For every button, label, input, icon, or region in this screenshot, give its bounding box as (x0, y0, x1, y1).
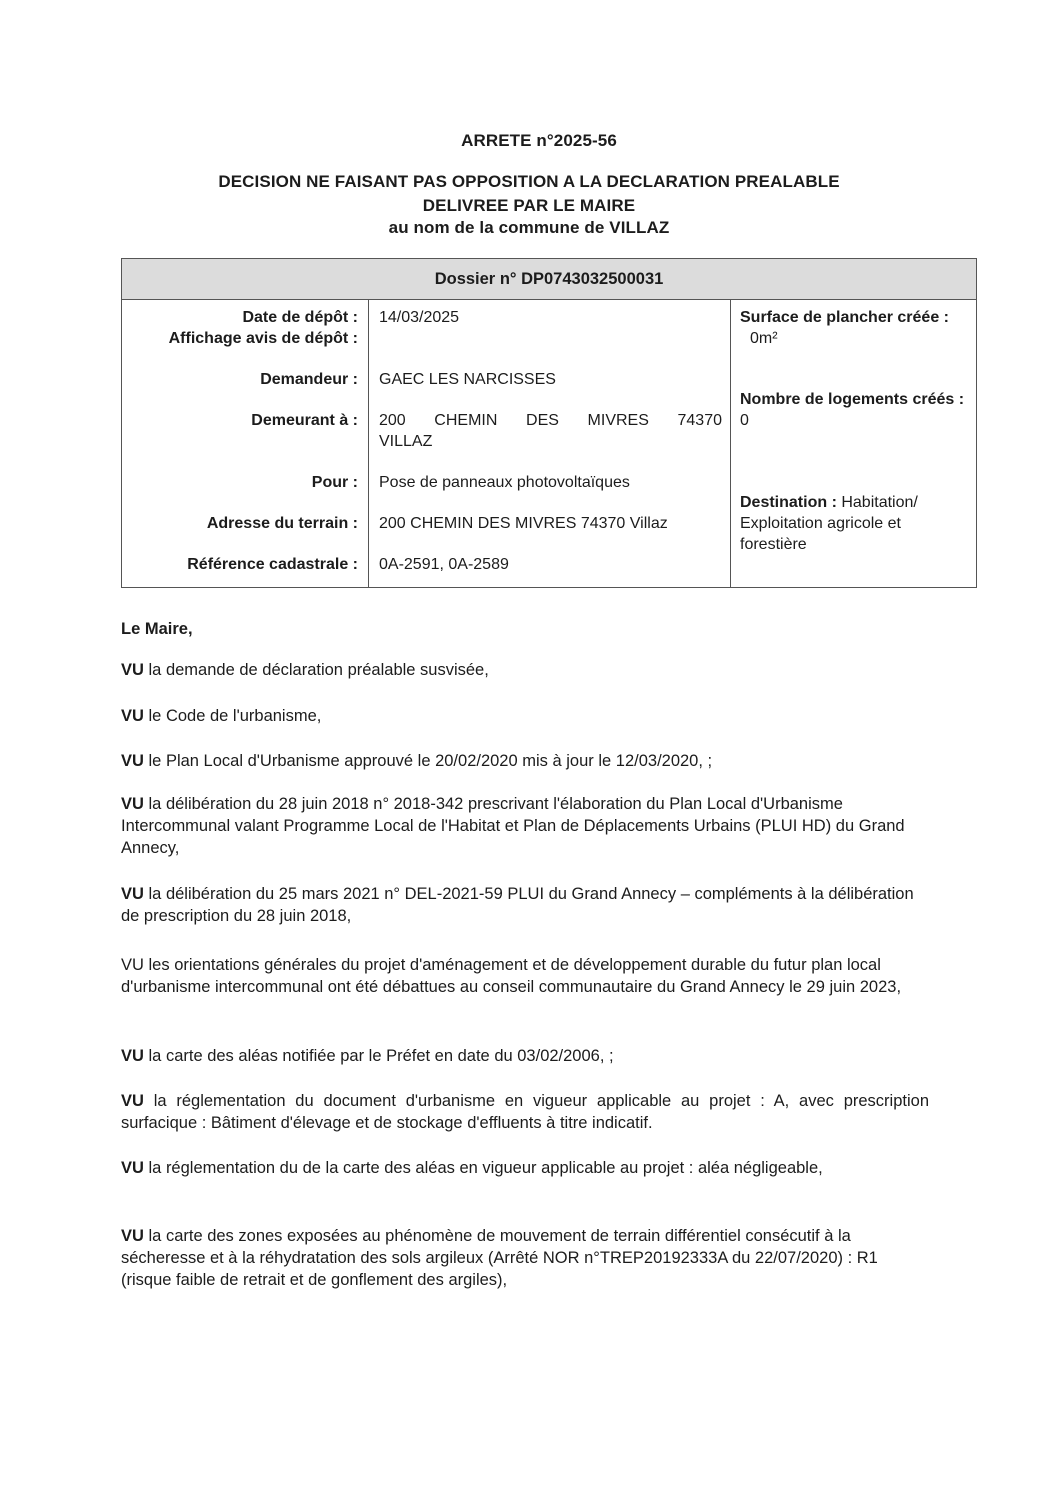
label-pour: Pour : (311, 474, 358, 491)
value-adresse-terrain: 200 CHEMIN DES MIVRES 74370 Villaz (379, 515, 668, 532)
vu-text: la carte des zones exposées au phénomène de mouvement de terrain différentiel consécutif à la sécheresse et à la réhydratation des sols argileux (Arrêté NOR n°TREP20192333A du 22/07/2020) : R1 (risque faible de retrait et de gonflement des argiles), (121, 1227, 878, 1289)
vu-paragraph-8 (121, 1090, 929, 1134)
label-demandeur: Demandeur : (260, 371, 358, 388)
vu-paragraph-1 (121, 659, 929, 681)
label-destination: Destination : (740, 494, 837, 511)
decision-title-line3: au nom de la commune de VILLAZ (388, 218, 670, 237)
value-destination-line2: Exploitation agricole et (740, 515, 901, 532)
le-maire: Le Maire, (121, 620, 193, 638)
value-demandeur: GAEC LES NARCISSES (379, 371, 556, 388)
decision-title-line1: DECISION NE FAISANT PAS OPPOSITION A LA DECLARATION PREALABLE (218, 172, 840, 191)
vu-text: la carte des aléas notifiée par le Préfet en date du 03/02/2006, ; (148, 1047, 614, 1065)
vu-paragraph-4 (121, 793, 929, 859)
vu-text: la réglementation du document d'urbanisme en vigueur applicable au projet : A, avec prescription surfacique : Bâtiment d'élevage et de stockage d'effluents à titre indicatif. (121, 1092, 929, 1132)
value-demeurant-line2: VILLAZ (379, 433, 433, 450)
vu-label: VU (121, 1159, 144, 1177)
label-nombre-logements: Nombre de logements créés : (740, 391, 965, 408)
vu-text: le Plan Local d'Urbanisme approuvé le 20/02/2020 mis à jour le 12/03/2020, ; (148, 752, 713, 770)
vu-paragraph-5 (121, 883, 929, 927)
value-destination-line3: forestière (740, 536, 807, 553)
vu-text: la délibération du 28 juin 2018 n° 2018-342 prescrivant l'élaboration du Plan Local d'Urbanisme Intercommunal valant Programme Local de l'Habitat et Plan de Déplacements Urbains (PLUI HD) du Grand Annecy, (121, 795, 905, 857)
vu-label: VU (121, 752, 144, 770)
vu-label: VU (121, 707, 144, 725)
vu-label: VU (121, 661, 144, 679)
vu-text: le Code de l'urbanisme, (148, 707, 322, 725)
document-body (121, 0, 929, 1496)
vu-label: VU (121, 1092, 144, 1110)
value-pour: Pose de panneaux photovoltaïques (379, 474, 630, 491)
vu-paragraph-10 (121, 1225, 929, 1291)
label-adresse-terrain: Adresse du terrain : (206, 515, 358, 532)
vu-label: VU (121, 795, 144, 813)
value-ref-cadastrale: 0A-2591, 0A-2589 (379, 556, 509, 573)
vu-text: la délibération du 25 mars 2021 n° DEL-2021-59 PLUI du Grand Annecy – compléments à la délibération de prescription du 28 juin 2018, (121, 885, 914, 925)
label-demeurant: Demeurant à : (251, 412, 358, 429)
arrete-number: ARRETE n°2025-56 (461, 131, 617, 150)
label-affichage: Affichage avis de dépôt : (168, 330, 358, 347)
vu-text: la réglementation du de la carte des aléas en vigueur applicable au projet : aléa négligeable, (148, 1159, 823, 1177)
label-surface-plancher: Surface de plancher créée : (740, 309, 949, 326)
dossier-number: Dossier n° DP0743032500031 (122, 259, 977, 300)
vu-label: VU (121, 956, 144, 974)
vu-label: VU (121, 1047, 144, 1065)
value-nombre-logements: 0 (740, 412, 749, 429)
vu-text: les orientations générales du projet d'aménagement et de développement durable du futur plan local d'urbanisme intercommunal ont été débattues au conseil communautaire du Grand Annecy le 29 juin 2023, (121, 956, 902, 996)
vu-paragraph-6 (121, 954, 929, 998)
vu-label: VU (121, 885, 144, 903)
value-surface-plancher: 0m² (750, 330, 778, 347)
label-date-depot: Date de dépôt : (242, 309, 358, 326)
vu-text: la demande de déclaration préalable susvisée, (148, 661, 489, 679)
value-date-depot: 14/03/2025 (379, 309, 460, 326)
vu-label: VU (121, 1227, 144, 1245)
decision-title-line2: DELIVREE PAR LE MAIRE (422, 196, 636, 215)
vu-paragraph-2 (121, 705, 929, 727)
vu-paragraph-3 (121, 750, 929, 772)
value-demeurant-line1: 200 CHEMIN DES MIVRES 74370 (379, 412, 722, 429)
vu-paragraph-7 (121, 1045, 929, 1067)
label-ref-cadastrale: Référence cadastrale : (187, 556, 358, 573)
vu-paragraph-9 (121, 1157, 929, 1179)
value-destination-line1: Habitation/ (841, 494, 918, 511)
